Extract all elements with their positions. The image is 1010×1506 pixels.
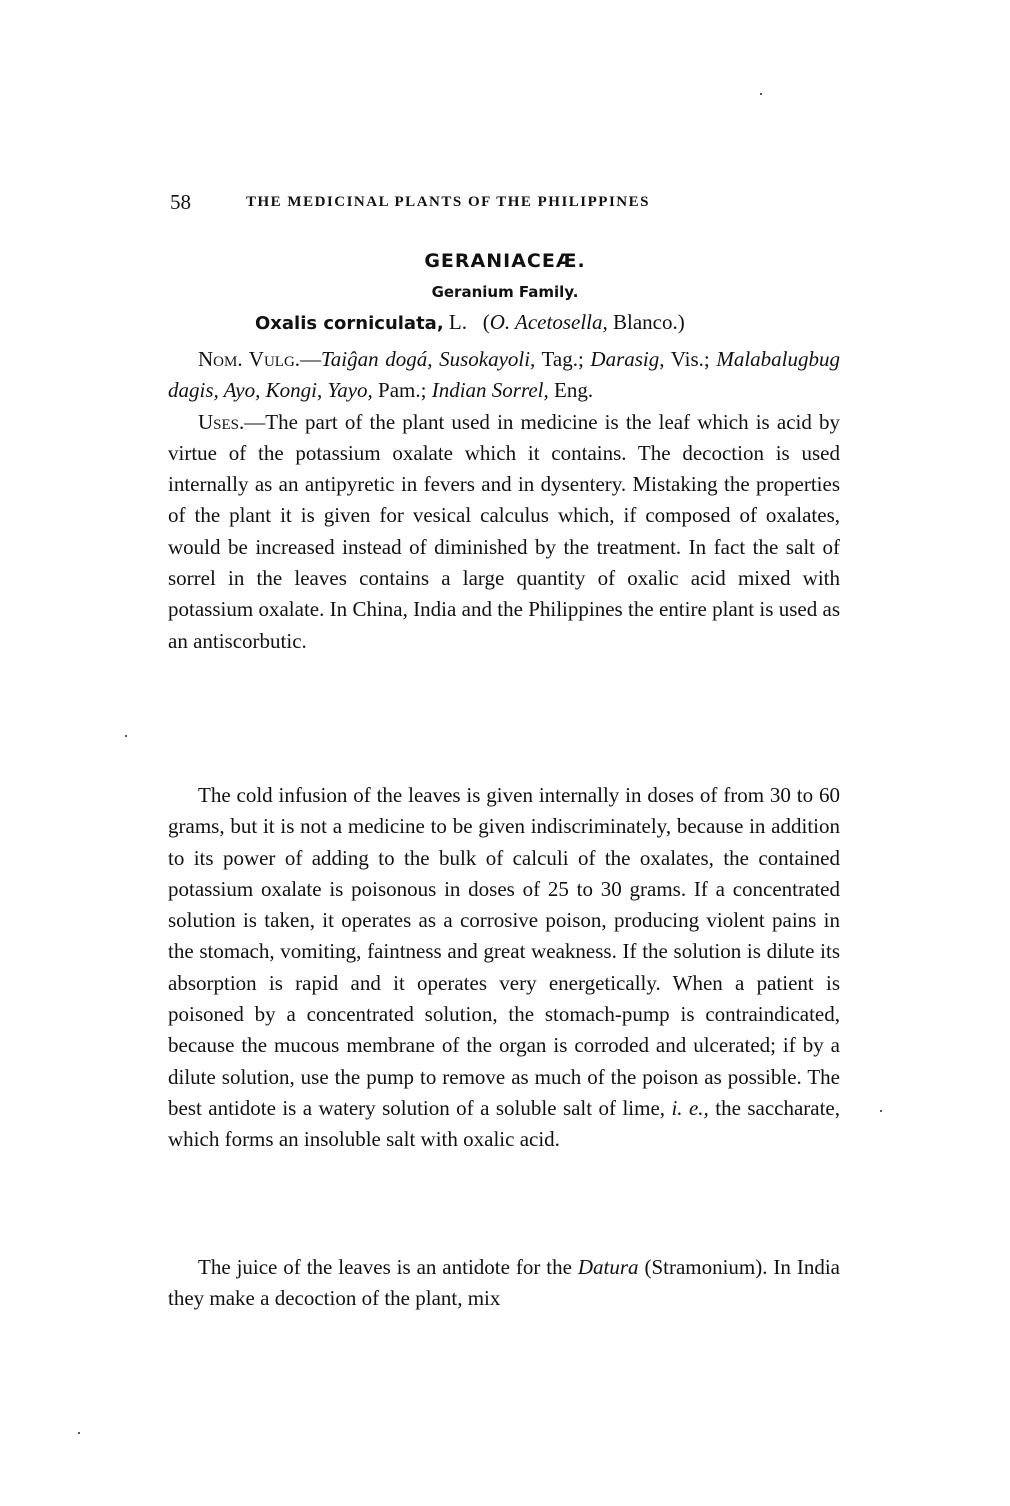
scan-speck bbox=[125, 735, 127, 737]
page-number: 58 bbox=[170, 190, 191, 214]
lang-tag: Tag.; bbox=[535, 347, 591, 371]
lang-pam: Pam.; bbox=[372, 378, 432, 403]
vernacular-english: Indian Sorrel, bbox=[431, 378, 549, 403]
vernacular-tagalog: Taiĝan dogá, Susokayoli, bbox=[321, 347, 536, 371]
family-common-name: Geranium Family. bbox=[431, 283, 579, 301]
synonym-author: Blanco.) bbox=[607, 310, 685, 334]
uses-text: —The part of the plant used in medicine is the leaf which is acid by virtue of the potassium oxalate which it contains. The decoction is used internally as an antipyretic in fevers and in dysentery. Mistaking the properties of the plant it is given for vesical calculus which, if composed of oxalates, would be increased instead of diminished by the treatment. In fact the salt of sorrel in the leaves contains a large quantity of oxalic acid mixed with potassium oxalate. In China, India and the Philippines the entire plant is used as an antiscorbutic. bbox=[168, 409, 840, 653]
nom-vulg-dash: — bbox=[300, 347, 322, 371]
paragraph2-text-b: the saccharate, which forms an insoluble salt with oxalic acid. bbox=[168, 1095, 840, 1152]
uses-paragraph bbox=[168, 407, 840, 657]
paragraph3-text-b: (Stramonium). In India they make a decoction of the plant, mix bbox=[168, 1255, 840, 1311]
lang-eng: Eng. bbox=[548, 378, 594, 403]
paragraph2-text-a: The cold infusion of the leaves is given internally in doses of from 30 to 60 grams, but it is not a medicine to be given indiscriminately, because in addition to its power of adding to the bulk of calculi of the oxalates, the contained potassium oxalate is poisonous in doses of 25 to 30 grams. If a concentrated solution is taken, it operates as a corrosive poison, producing violent pains in the stomach, vomiting, faintness and great weakness. If the solution is dilute its absorption is rapid and it operates very energetically. When a patient is poisoned by a concentrated solution, the stomach-pump is contraindicated, because the mucous membrane of the organ is corroded and ulcerated; if by a dilute solution, use the pump to remove as much of the poison as possible. The best antidote is a watery solution of a soluble salt of lime, bbox=[168, 783, 840, 1120]
nom-vulg-paragraph bbox=[168, 344, 840, 407]
vernacular-visayan: Darasig, bbox=[590, 347, 665, 371]
infusion-paragraph bbox=[168, 780, 840, 1156]
juice-paragraph bbox=[168, 1252, 840, 1315]
body-section-1 bbox=[168, 344, 840, 657]
body-section-3 bbox=[168, 1252, 840, 1315]
scan-speck bbox=[760, 93, 762, 95]
paragraph3-text-a: The juice of the leaves is an antidote for the bbox=[198, 1255, 578, 1279]
synonym-open: ( bbox=[482, 310, 490, 334]
paragraph2-ie: i. e., bbox=[671, 1095, 709, 1120]
family-heading: GERANIACEÆ. bbox=[424, 250, 586, 272]
running-header bbox=[170, 190, 830, 220]
species-heading bbox=[255, 310, 685, 335]
nom-vulg-label: Nom. Vulg. bbox=[198, 347, 301, 371]
scan-speck bbox=[78, 1432, 80, 1434]
lang-vis: Vis.; bbox=[664, 347, 717, 371]
vernacular-pampanga: Malabalugbug dagis, Ayo, Kongi, Yayo, bbox=[168, 347, 840, 403]
running-title: THE MEDICINAL PLANTS OF THE PHILIPPINES bbox=[246, 194, 650, 210]
species-name: Oxalis corniculata, bbox=[255, 313, 444, 334]
species-author: L. bbox=[443, 310, 467, 334]
species-synonym: O. Acetosella, bbox=[489, 310, 608, 334]
scan-speck bbox=[880, 1110, 882, 1112]
paragraph3-datura: Datura bbox=[577, 1255, 639, 1279]
uses-label: Uses. bbox=[198, 409, 245, 434]
body-section-2 bbox=[168, 780, 840, 1156]
